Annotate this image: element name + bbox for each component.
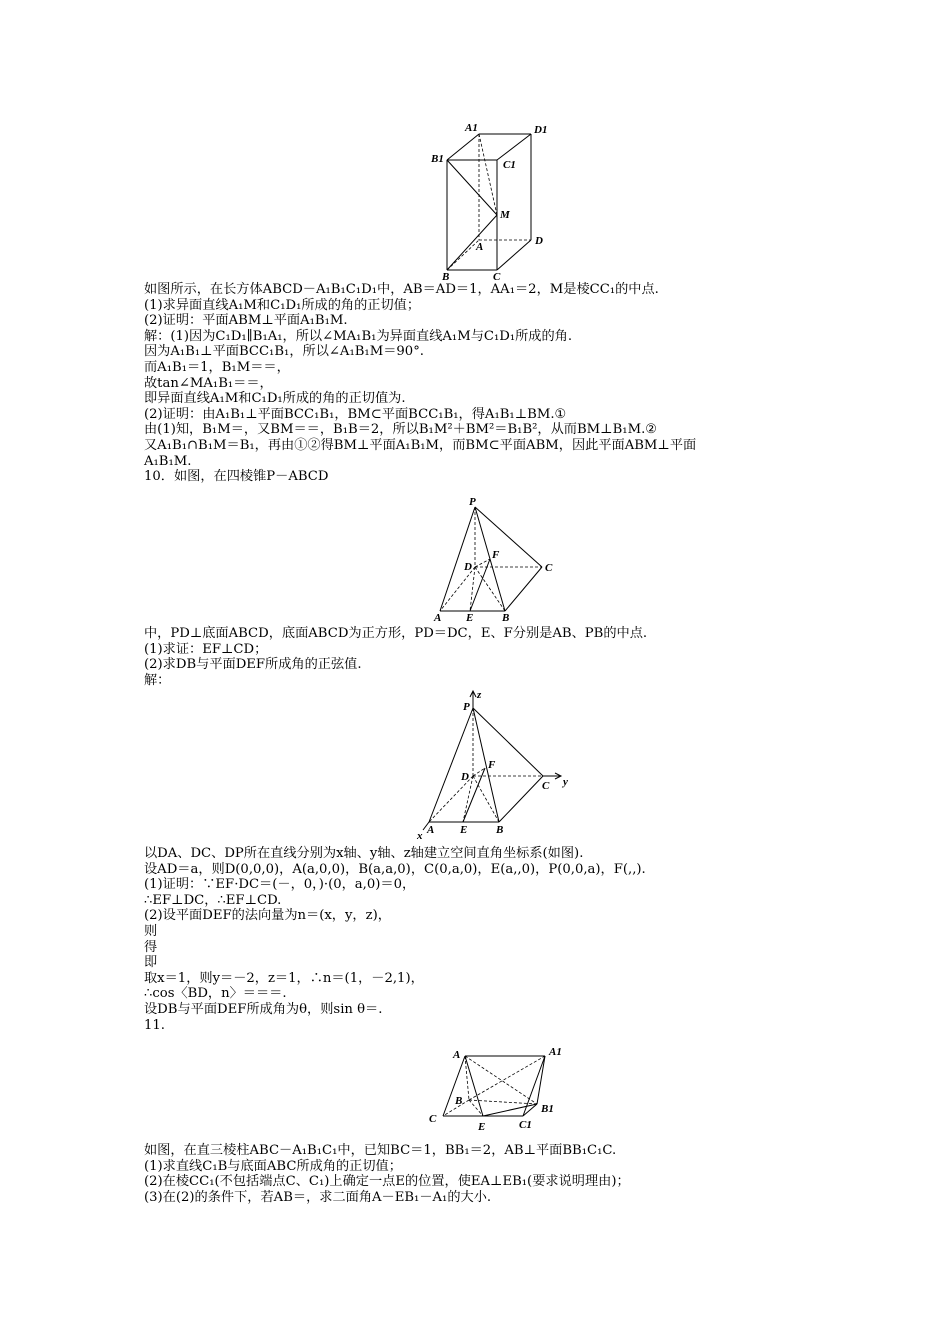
figure-pyramid-coordinates [415,688,575,840]
text-line: 解： [144,672,171,688]
label-B: B [502,612,510,624]
label-E: E [460,824,468,836]
text-line: 取x＝1，则y＝－2，z＝1，∴n＝(1，－2,1)， [144,970,424,986]
label-A1: A1 [549,1046,562,1058]
text-block-problem-10 [144,626,814,688]
text-line: 得 [144,939,158,955]
label-M: M [500,209,510,221]
label-A: A [453,1049,461,1061]
text-line: ∴cos〈BD，n〉＝＝＝. [144,986,287,1002]
label-A: A [427,824,435,836]
text-line: (2)在棱CC₁(不包括端点C、C₁)上确定一点E的位置，使EA⊥EB₁(要求说明理由)； [144,1174,630,1190]
text-line: 即异面直线A₁M和C₁D₁所成的角的正切值为. [144,391,406,407]
text-line: (1)求证：EF⊥CD； [144,641,268,657]
figure-prism [425,1044,575,1140]
text-line: (1)证明：∵EF·DC＝(－，0，)·(0，a,0)＝0， [144,877,416,893]
label-C1: C1 [519,1119,532,1131]
label-y: y [563,776,568,788]
text-line: 10．如图，在四棱锥P－ABCD [144,469,329,485]
label-F: F [488,759,496,771]
label-A: A [476,241,484,253]
label-z: z [477,689,482,701]
text-line: 设AD＝a，则D(0,0,0)，A(a,0,0)，B(a,a,0)，C(0,a,0)，E(a,,0)，P(0,0,a)，F(,,). [144,861,646,877]
label-B1: B1 [541,1103,554,1115]
label-x: x [417,830,423,840]
text-line: 11. [144,1017,165,1033]
text-line: ∴EF⊥DC，∴EF⊥CD. [144,892,282,908]
text-line: 解：(1)因为C₁D₁∥B₁A₁，所以∠MA₁B₁为异面直线A₁M与C₁D₁所成的角. [144,328,573,344]
text-line: 又A₁B₁∩B₁M＝B₁，再由①②得BM⊥平面A₁B₁M，而BM⊂平面ABM，因此平面ABM⊥平面 [144,437,697,453]
label-A1: A1 [465,122,478,134]
text-line: 而A₁B₁＝1，B₁M＝＝， [144,359,290,375]
text-line: (3)在(2)的条件下，若AB＝，求二面角A－EB₁－A₁的大小. [144,1189,492,1205]
text-line: 由(1)知，B₁M＝，又BM＝＝，B₁B＝2，所以B₁M²＋BM²＝B₁B²，从而BM⊥B₁M.② [144,422,658,438]
label-E: E [478,1121,486,1133]
text-line: 如图所示，在长方体ABCD－A₁B₁C₁D₁中，AB＝AD＝1，AA₁＝2，M是棱CC₁的中点. [144,282,659,297]
text-line: A₁B₁M. [144,453,192,469]
label-D1: D1 [534,124,548,136]
label-B1: B1 [431,153,444,165]
text-line: (2)求DB与平面DEF所成角的正弦值. [144,657,362,673]
text-line: (2)设平面DEF的法向量为n＝(x，y，z)， [144,908,391,924]
label-B: B [442,271,450,280]
label-C: C [493,271,501,280]
text-block-solution-10 [144,846,814,1033]
text-line: 如图，在直三棱柱ABC－A₁B₁C₁中，已知BC＝1，BB₁＝2，AB⊥平面BB₁C₁C. [144,1143,617,1158]
text-line: 则 [144,923,158,939]
label-C1: C1 [503,159,516,171]
text-line: (2)证明：平面ABM⊥平面A₁B₁M. [144,313,348,329]
figure-cuboid [425,120,565,280]
text-line: (1)求异面直线A₁M和C₁D₁所成的角的正切值； [144,297,421,313]
label-E: E [466,612,474,624]
text-line: 即 [144,955,158,971]
text-line: 中，PD⊥底面ABCD，底面ABCD为正方形，PD＝DC，E、F分别是AB、PB的中点. [144,626,648,641]
figure-pyramid [430,495,560,625]
label-B: B [496,824,504,836]
label-P: P [469,496,476,508]
text-block-problem-11 [144,1143,814,1205]
text-line: 因为A₁B₁⊥平面BCC₁B₁，所以∠A₁B₁M＝90°. [144,344,424,360]
label-C: C [429,1113,437,1125]
label-A: A [434,612,442,624]
label-C: C [545,562,553,574]
label-D: D [461,771,469,783]
text-line: (1)求直线C₁B与底面ABC所成角的正切值； [144,1158,402,1174]
text-block-problem-9 [144,282,814,485]
label-P: P [463,701,470,713]
label-C: C [542,780,550,792]
text-line: 以DA、DC、DP所在直线分别为x轴、y轴、z轴建立空间直角坐标系(如图). [144,846,584,861]
text-line: (2)证明：由A₁B₁⊥平面BCC₁B₁，BM⊂平面BCC₁B₁，得A₁B₁⊥BM.① [144,406,567,422]
label-B: B [455,1095,463,1107]
label-D: D [464,561,472,573]
label-F: F [492,549,500,561]
text-line: 设DB与平面DEF所成角为θ，则sin θ＝. [144,1001,383,1017]
label-D: D [535,235,543,247]
text-line: 故tan∠MA₁B₁＝＝， [144,375,273,391]
